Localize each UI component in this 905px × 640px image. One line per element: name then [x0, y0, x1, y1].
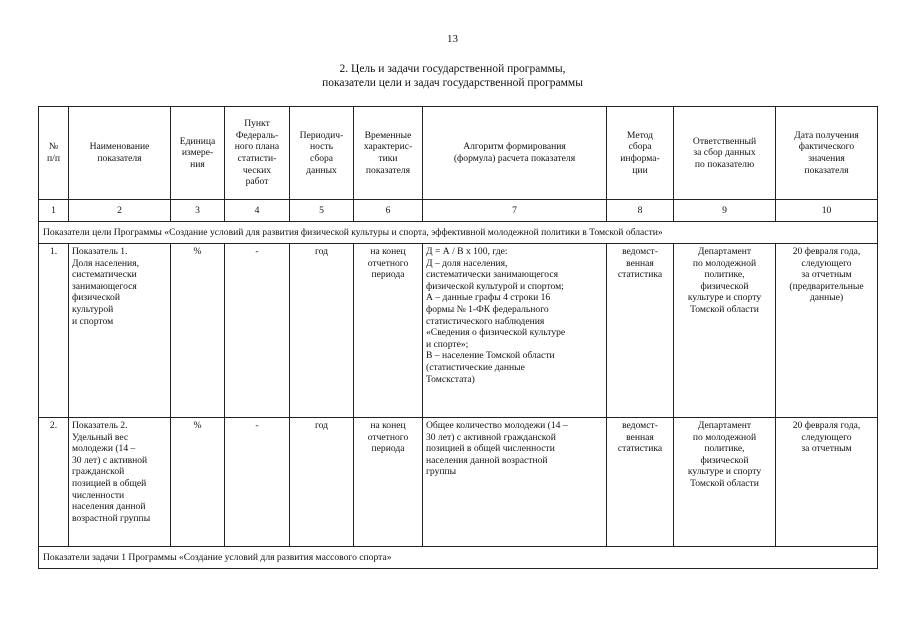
table-row: [39, 418, 878, 547]
text-line: возрастной группы: [72, 512, 151, 524]
text-line: культуре и спорту: [687, 292, 762, 304]
text-line: Томской области: [690, 477, 759, 489]
text-line: (формула) расчета показателя: [453, 153, 576, 164]
section-row: [39, 222, 878, 244]
plan-item-cell: -: [225, 418, 290, 547]
text-line: ческих: [242, 164, 272, 176]
text-line: физической: [700, 454, 749, 466]
column-number: 5: [290, 200, 354, 222]
text-line: ведомст-: [622, 420, 658, 431]
text-line: Томской области: [690, 303, 759, 315]
column-number: 4: [225, 200, 290, 222]
method-cell: [607, 244, 674, 418]
text-line: физической: [700, 280, 749, 292]
algorithm-cell: [423, 418, 607, 547]
text-line: (статистические данные: [426, 361, 525, 373]
text-line: периода: [371, 269, 405, 281]
header-cell: [171, 107, 225, 200]
header-cell: [674, 107, 776, 200]
section-title: [0, 62, 905, 90]
algorithm-cell: [423, 244, 607, 418]
text-line: Алгоритм формирования: [463, 141, 566, 153]
text-line: Наименование: [89, 141, 150, 153]
text-line: Метод: [626, 129, 654, 141]
text-line: Департамент: [697, 420, 752, 431]
indicators-table: [38, 106, 878, 569]
text-line: венная: [626, 431, 654, 443]
table-row: [39, 244, 878, 418]
text-line: Томскстата): [426, 373, 475, 385]
text-line: сбора: [628, 141, 652, 153]
text-line: Общее количество молодежи (14 –: [426, 420, 568, 431]
responsible-cell: [674, 244, 776, 418]
text-line: за отчетным: [801, 443, 852, 455]
text-line: по молодежной: [692, 431, 757, 443]
text-line: и спортом: [72, 315, 114, 327]
text-line: ведомст-: [622, 246, 658, 257]
text-line: 30 лет) с активной: [72, 454, 148, 466]
time-characteristic-cell: [354, 244, 423, 418]
text-line: Д – доля населения,: [426, 257, 508, 269]
text-line: населения данной: [72, 501, 146, 513]
text-line: культурой: [72, 303, 114, 315]
header-cell: [290, 107, 354, 200]
date-cell: [776, 418, 878, 547]
text-line: занимающегося: [72, 280, 137, 292]
text-line: отчетного: [367, 257, 409, 269]
page-number: 13: [447, 33, 458, 45]
text-line: п/п: [47, 153, 60, 164]
text-line: политике,: [704, 443, 745, 455]
text-line: 30 лет) с активной гражданской: [426, 431, 556, 443]
text-line: культуре и спорту: [687, 466, 762, 478]
text-line: ции: [632, 164, 648, 176]
text-line: ность: [310, 141, 333, 153]
unit-cell: %: [171, 244, 225, 418]
indicator-name: [69, 244, 171, 418]
column-number: 7: [423, 200, 607, 222]
text-line: измере-: [181, 147, 214, 159]
text-line: ного плана: [234, 141, 280, 153]
title-line-1: 2. Цель и задачи государственной программы,: [339, 63, 566, 75]
text-line: 20 февраля года,: [792, 246, 861, 257]
text-line: А – данные графы 4 строки 16: [426, 292, 551, 304]
text-line: Удельный вес: [72, 431, 129, 443]
column-number: 3: [171, 200, 225, 222]
header-cell: [69, 107, 171, 200]
header-cell: [776, 107, 878, 200]
text-line: следующего: [801, 257, 852, 269]
section-heading-task-1: Показатели задачи 1 Программы «Создание условий для развития массового спорта»: [39, 547, 878, 569]
text-line: тики: [378, 153, 398, 164]
text-line: информа-: [620, 153, 660, 164]
column-number: 9: [674, 200, 776, 222]
text-line: физической: [72, 292, 120, 304]
text-line: характерис-: [363, 141, 413, 153]
text-line: и спорте»;: [426, 338, 469, 350]
text-line: позицией в общей численности: [426, 443, 555, 455]
text-line: молодежи (14 –: [72, 443, 136, 455]
text-line: ния: [190, 158, 205, 170]
text-line: Дата получения: [794, 129, 859, 141]
text-line: Федераль-: [235, 129, 279, 141]
row-number: 2.: [39, 418, 69, 547]
text-line: «Сведения о физической культуре: [426, 327, 566, 339]
text-line: по молодежной: [692, 257, 757, 269]
title-line-2: показатели цели и задач государственной программы: [322, 77, 583, 89]
text-line: Единица: [179, 135, 216, 147]
text-line: показателя: [365, 164, 411, 176]
text-line: периода: [371, 443, 405, 455]
text-line: фактического: [798, 141, 855, 153]
text-line: В – население Томской области: [426, 350, 555, 362]
text-line: гражданской: [72, 466, 125, 478]
header-cell: [354, 107, 423, 200]
column-number: 8: [607, 200, 674, 222]
text-line: на конец: [370, 246, 406, 257]
column-number: 6: [354, 200, 423, 222]
text-line: следующего: [801, 431, 852, 443]
column-number: 10: [776, 200, 878, 222]
text-line: Показатель 2.: [72, 420, 128, 431]
periodicity-cell: год: [290, 418, 354, 547]
row-number: 1.: [39, 244, 69, 418]
plan-item-cell: -: [225, 244, 290, 418]
text-line: населения данной возрастной: [426, 454, 548, 466]
text-line: за отчетным: [801, 269, 852, 281]
indicator-name: [69, 418, 171, 547]
text-line: статистического наблюдения: [426, 315, 545, 327]
text-line: систематически занимающегося: [426, 269, 559, 281]
column-number-row: [39, 200, 878, 222]
header-cell: [607, 107, 674, 200]
section-heading-goal: Показатели цели Программы «Создание условий для развития физической культуры и спорта, эффективной молодежной политики в Томской области»: [39, 222, 878, 244]
text-line: №: [48, 141, 59, 153]
text-line: сбора: [309, 153, 334, 164]
text-line: Доля населения,: [72, 257, 139, 269]
header-cell: [39, 107, 69, 200]
responsible-cell: [674, 418, 776, 547]
text-line: Пункт: [244, 118, 270, 130]
text-line: Временные: [364, 129, 412, 141]
text-line: работ: [245, 176, 269, 188]
text-line: физической культурой и спортом;: [426, 280, 564, 292]
text-line: показателя: [804, 164, 849, 176]
section-row: [39, 547, 878, 569]
text-line: по показателю: [694, 158, 755, 170]
text-line: политике,: [704, 269, 745, 281]
text-line: данных: [306, 164, 337, 176]
column-number: 1: [39, 200, 69, 222]
header-row: [39, 107, 878, 200]
text-line: Д = А / В х 100, где:: [426, 246, 508, 257]
text-line: (предварительные: [789, 280, 864, 292]
method-cell: [607, 418, 674, 547]
text-line: систематически: [72, 269, 137, 281]
text-line: данные): [809, 292, 844, 304]
text-line: Департамент: [697, 246, 752, 257]
text-line: группы: [426, 466, 457, 478]
header-cell: [225, 107, 290, 200]
text-line: показателя: [97, 153, 142, 164]
text-line: за сбор данных: [693, 147, 756, 159]
text-line: статистика: [617, 269, 663, 281]
text-line: 20 февраля года,: [792, 420, 861, 431]
text-line: Показатель 1.: [72, 246, 128, 257]
header-cell: [423, 107, 607, 200]
text-line: значения: [808, 153, 845, 164]
unit-cell: %: [171, 418, 225, 547]
text-line: отчетного: [367, 431, 409, 443]
text-line: статистика: [617, 443, 663, 455]
text-line: позицией в общей: [72, 477, 147, 489]
date-cell: [776, 244, 878, 418]
text-line: Ответственный: [692, 135, 757, 147]
text-line: численности: [72, 489, 125, 501]
text-line: статисти-: [237, 153, 277, 164]
text-line: Периодич-: [299, 129, 344, 141]
time-characteristic-cell: [354, 418, 423, 547]
text-line: венная: [626, 257, 654, 269]
column-number: 2: [69, 200, 171, 222]
text-line: формы № 1-ФК федерального: [426, 303, 549, 315]
periodicity-cell: год: [290, 244, 354, 418]
text-line: на конец: [370, 420, 406, 431]
